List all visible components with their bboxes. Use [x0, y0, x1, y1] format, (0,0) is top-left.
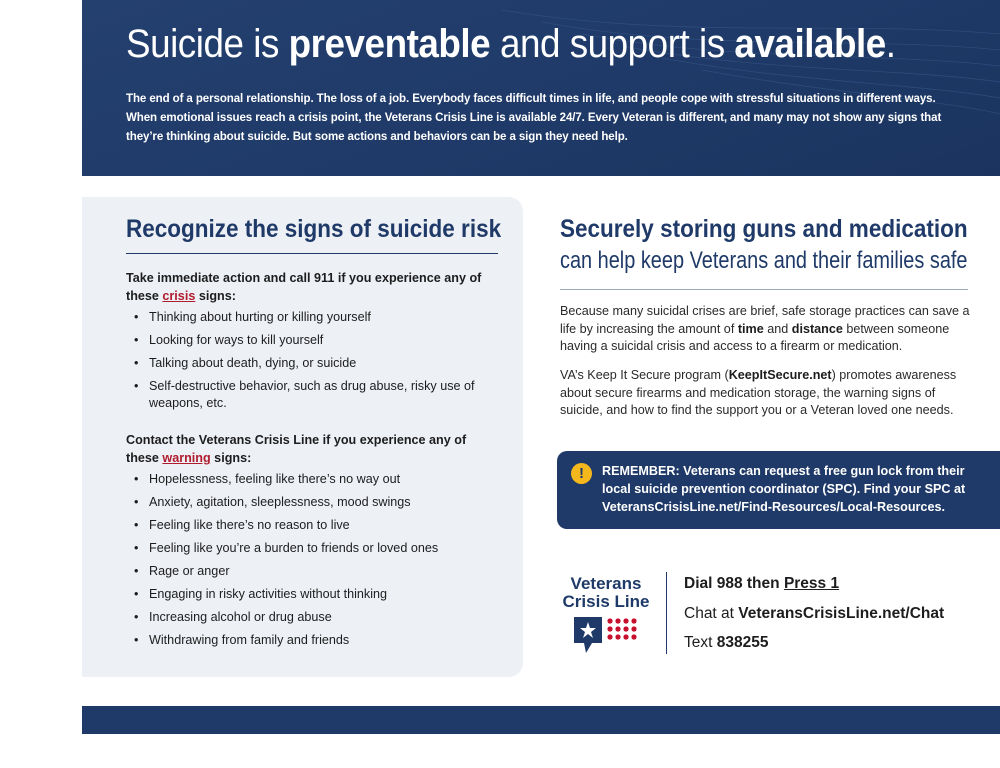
storage-subtitle: can help keep Veterans and their families safe	[560, 247, 968, 274]
contact-text: Text 838255	[684, 634, 769, 651]
list-item: • Rage or anger	[134, 563, 504, 580]
signs-panel	[82, 197, 523, 677]
logo-star-flag-icon	[572, 615, 642, 657]
logo-line-2: Crisis Line	[562, 592, 650, 611]
reminder-text: REMEMBER: Veterans can request a free gun lock from their local suicide prevention coordinator (SPC). Find your SPC at VeteransCrisisLine.net/Find-Resources/Local-Resources.	[602, 464, 966, 514]
alert-icon: !	[571, 463, 592, 484]
list-item: • Self-destructive behavior, such as drug abuse, risky use of weapons, etc.	[134, 378, 504, 411]
signs-title-rule	[126, 253, 498, 254]
header-banner	[82, 0, 1000, 176]
warning-signs-lead: Contact the Veterans Crisis Line if you experience any of these warning signs:	[126, 433, 467, 465]
list-item: • Looking for ways to kill yourself	[134, 332, 504, 349]
list-item: • Withdrawing from family and friends	[134, 632, 504, 649]
list-item: • Thinking about hurting or killing yourself	[134, 309, 504, 326]
logo-divider	[666, 572, 667, 654]
veterans-crisis-line-logo	[560, 575, 652, 657]
local-resources-link[interactable]: VeteransCrisisLine.net/Find-Resources/Local-Resources	[602, 500, 942, 514]
keepitsecure-link[interactable]: KeepItSecure.net	[728, 368, 832, 382]
storage-paragraph-2: VA’s Keep It Secure program (KeepItSecure.net) promotes awareness about secure firearms and medication storage, the warning signs of suicide, and how to find the support you or a Veteran loved one needs.	[560, 368, 957, 417]
list-item: • Feeling like there’s no reason to live	[134, 517, 504, 534]
storage-title: Securely storing guns and medication	[560, 215, 968, 243]
crisis-signs-lead: Take immediate action and call 911 if you experience any of these crisis signs:	[126, 271, 482, 303]
storage-rule	[560, 289, 968, 290]
crisis-signs-list	[134, 309, 504, 418]
contact-chat: Chat at VeteransCrisisLine.net/Chat	[684, 605, 945, 622]
page-headline: Suicide is preventable and support is available.	[126, 22, 896, 66]
list-item: • Engaging in risky activities without thinking	[134, 586, 504, 603]
list-item: • Feeling like you’re a burden to friends or loved ones	[134, 540, 504, 557]
list-item: • Anxiety, agitation, sleeplessness, mood swings	[134, 494, 504, 511]
footer-bar	[82, 706, 1000, 734]
list-item: • Talking about death, dying, or suicide	[134, 355, 504, 372]
intro-paragraph: The end of a personal relationship. The loss of a job. Everybody faces difficult times in life, and people cope with stressful situations in different ways. When emotional issues reach a crisis point, the Veterans Crisis Line is available 24/7. Every Veteran is different, and many may not show any signs that they’re thinking about suicide. But some actions and behaviors can be a sign they need help.	[126, 91, 942, 143]
chat-link[interactable]: VeteransCrisisLine.net/Chat	[738, 605, 945, 622]
logo-line-1: Veterans	[570, 574, 642, 593]
storage-paragraph-1: Because many suicidal crises are brief, safe storage practices can save a life by increasing the amount of time and distance between someone having a suicidal crisis and access to a firearm or medication.	[560, 304, 970, 353]
list-item: • Hopelessness, feeling like there’s no way out	[134, 471, 504, 488]
reminder-box	[557, 451, 1000, 529]
contact-dial: Dial 988 then Press 1	[684, 575, 840, 592]
warning-signs-list	[134, 471, 504, 655]
list-item: • Increasing alcohol or drug abuse	[134, 609, 504, 626]
signs-title: Recognize the signs of suicide risk	[126, 215, 502, 243]
